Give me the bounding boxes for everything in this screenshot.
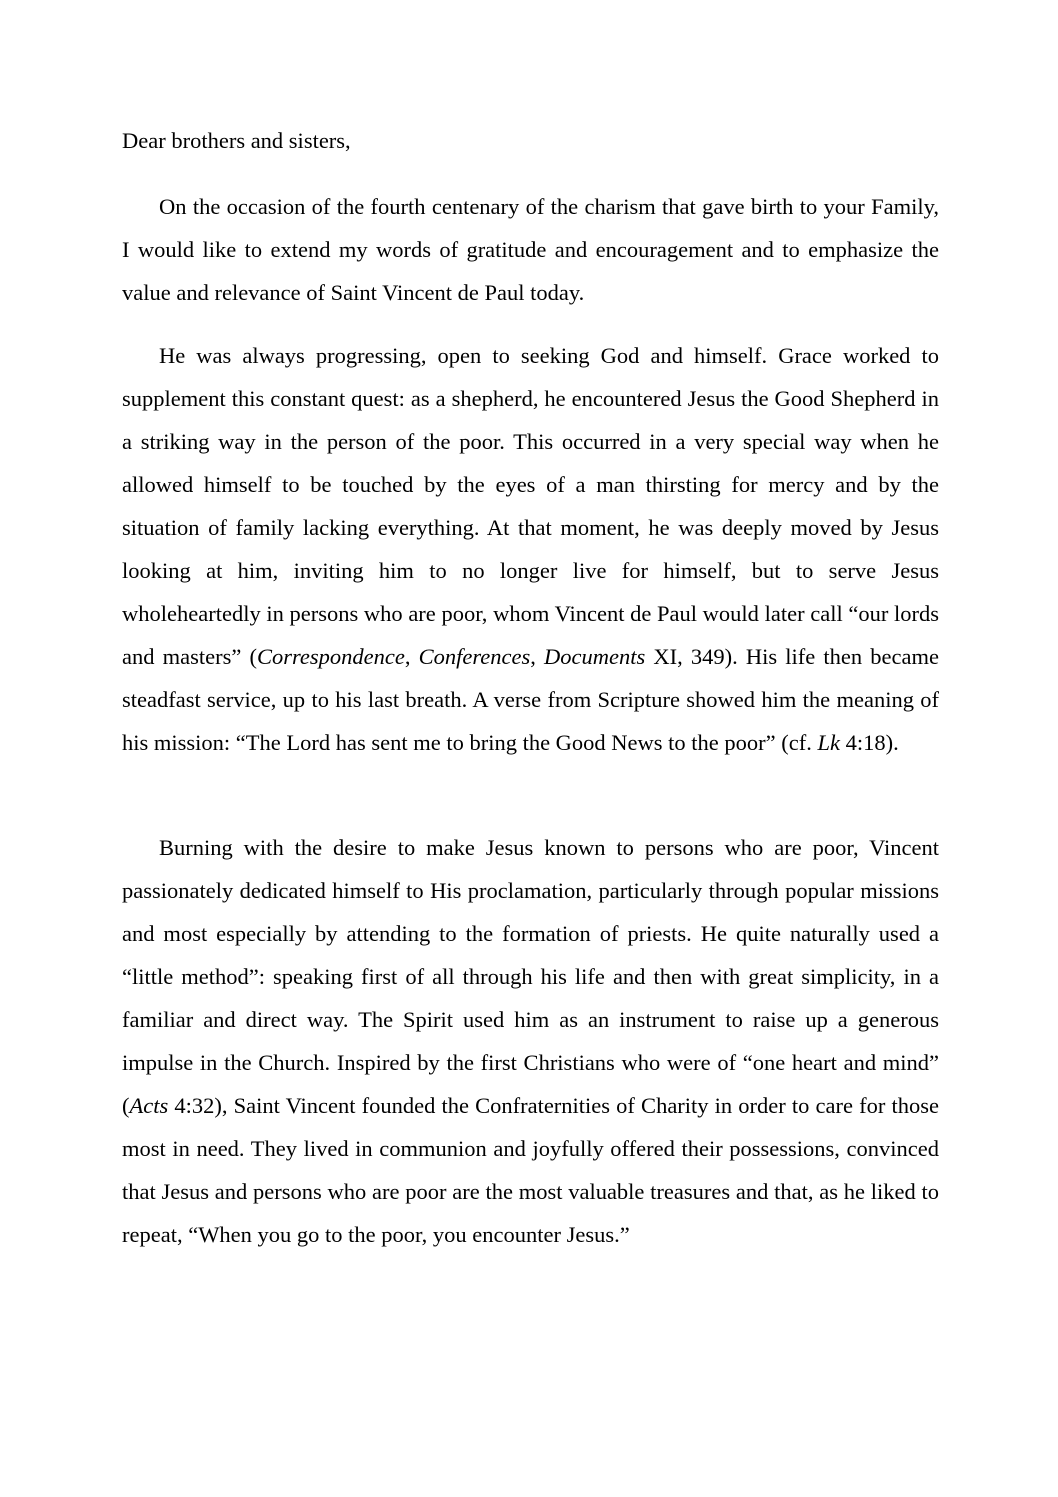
paragraph-3-text-1: Burning with the desire to make Jesus known to persons who are poor, Vincent passionately dedicated himself to His proclamation, particularly through popular missions and most especially by attending to the formation of priests. He quite naturally used a “little method”: speaking first of all through his life and then with great simplicity, in a familiar and direct way. The Spirit used him as an instrument to raise up a generous impulse in the Church. Inspired by the first Christians who were of “one heart and mind” ( <box>122 835 939 1118</box>
citation-acts: Acts <box>129 1093 169 1118</box>
citation-documents: Documents <box>544 644 646 669</box>
paragraph-2-text-5: 4:18). <box>840 730 899 755</box>
paragraph-2 <box>122 334 939 764</box>
salutation: Dear brothers and sisters, <box>122 128 351 153</box>
paragraph-2-text-3: , <box>530 644 545 669</box>
paragraph-2-text-1: He was always progressing, open to seeking God and himself. Grace worked to supplement this constant quest: as a shepherd, he encountered Jesus the Good Shepherd in a striking way in the person of the poor. This occurred in a very special way when he allowed himself to be touched by the eyes of a man thirsting for mercy and by the situation of family lacking everything. At that moment, he was deeply moved by Jesus looking at him, inviting him to no longer live for himself, but to serve Jesus wholeheartedly in persons who are poor, whom Vincent de Paul would later call “our lords and masters” ( <box>122 343 939 669</box>
citation-luke: Lk <box>817 730 840 755</box>
paragraph-3 <box>122 826 939 1256</box>
citation-conferences: Conferences <box>418 644 531 669</box>
paragraph-1: On the occasion of the fourth centenary of the charism that gave birth to your Family, I would like to extend my words of gratitude and encouragement and to emphasize the value and relevance of Saint Vincent de Paul today. <box>122 194 939 305</box>
paragraph-3-text-2: 4:32), Saint Vincent founded the Confraternities of Charity in order to care for those most in need. They lived in communion and joyfully offered their possessions, convinced that Jesus and persons who are poor are the most valuable treasures and that, as he liked to repeat, “When you go to the poor, you encounter Jesus.” <box>122 1093 939 1247</box>
paragraph-2-text-2: , <box>404 644 419 669</box>
citation-correspondence: Correspondence <box>256 644 405 669</box>
paragraph-2-text-4: XI, 349). His life then became steadfast service, up to his last breath. A verse from Scripture showed him the meaning of his mission: “The Lord has sent me to bring the Good News to the poor” (cf. <box>122 644 939 755</box>
